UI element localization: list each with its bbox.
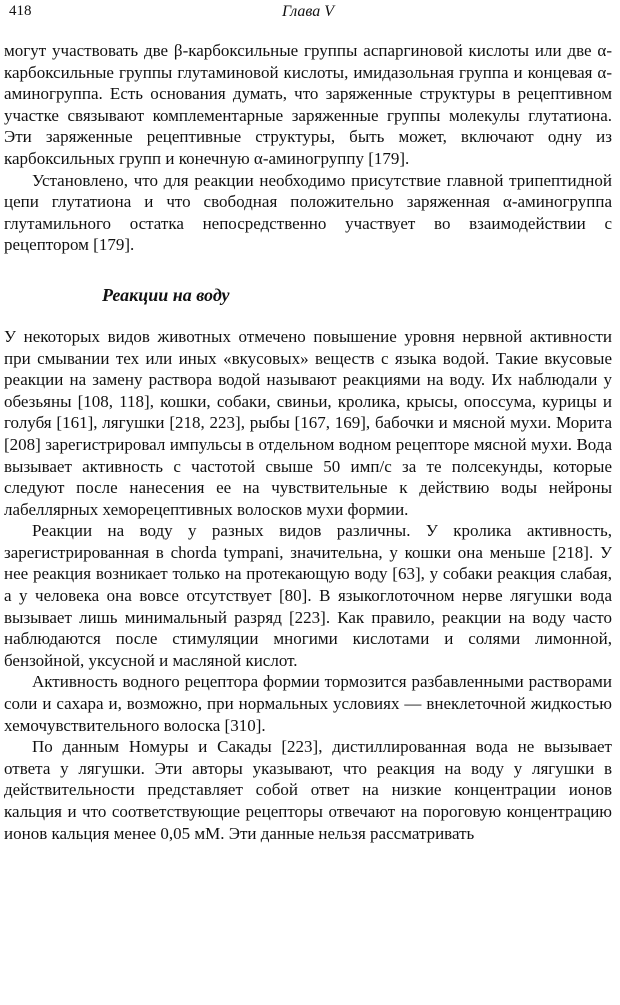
chapter-title: Глава V — [281, 3, 335, 20]
paragraph: По данным Номуры и Сакады [223], дистиллированная вода не вызывает ответа у лягушки. Эти авторы указывают, что реакция на воду у лягушки в действительности представляет собой ответ на низкие концентрации ионов кальция и что соответствующие рецепторы отвечают на пороговую концентрацию ионов кальция менее 0,05 мМ. Эти данные нельзя рассматривать — [4, 737, 612, 843]
paragraph: Реакции на воду у разных видов различны. У кролика активность, зарегистрированная в chorda tympani, значительна, у кошки она меньше [218]. У нее реакция возникает только на протекающую воду [63], у собаки реакция слабая, а у человека она вовсе отсутствует [80]. В языкоглоточном нерве лягушки вода вызывает лишь минимальный разряд [223]. Как правило, реакции на воду часто наблюдаются после стимуляции многими кислотами и солями лимонной, бензойной, уксусной и масляной кислот. — [4, 521, 612, 670]
section-heading: Реакции на воду — [102, 284, 230, 305]
paragraph: Активность водного рецептора формии тормозится разбавленными растворами соли и сахара и, возможно, при нормальных условиях — внеклеточной жидкостью хемочувствительного волоска [310]. — [4, 672, 612, 735]
paragraph-continued: могут участвовать две β-карбоксильные группы аспаргиновой кислоты или две α-карбоксильные группы глутаминовой кислоты, имидазольная группа и концевая α-аминогруппа. Есть основания думать, что заряженные структуры в рецептивном участке связывают комплементарные заряженные группы молекулы глутатиона. Эти заряженные рецептивные структуры, быть может, включают одну из карбоксильных групп и конечную α-аминогруппу [179]. — [4, 41, 612, 168]
running-head — [4, 0, 612, 40]
paragraph: Установлено, что для реакции необходимо присутствие главной трипептидной цепи глутатиона и что свободная положительно заряженная α-аминогруппа глутамильного остатка непосредственно участвует во взаимодействии с рецептором [179]. — [4, 170, 612, 255]
page-number: 418 — [9, 3, 32, 19]
paragraph: У некоторых видов животных отмечено повышение уровня нервной активности при смывании тех или иных «вкусовых» веществ с языка водой. Такие вкусовые реакции на замену раствора водой называют реакциями на воду. Их наблюдали у обезьяны [108, 118], кошки, собаки, свиньи, кролика, крысы, опоссума, курицы и голубя [161], лягушки [218, 223], рыбы [167, 169], бабочки и мясной мухи. Морита [208] зарегистрировал импульсы в отдельном водном рецепторе мясной мухи. Вода вызывает активность с частотой свыше 50 имп/с за те полсекунды, которые следуют после нанесения ее на чувствительные к действию воды нейроны лабеллярных хеморецептивных волосков мухи формии. — [4, 326, 612, 519]
body-text — [4, 40, 612, 844]
